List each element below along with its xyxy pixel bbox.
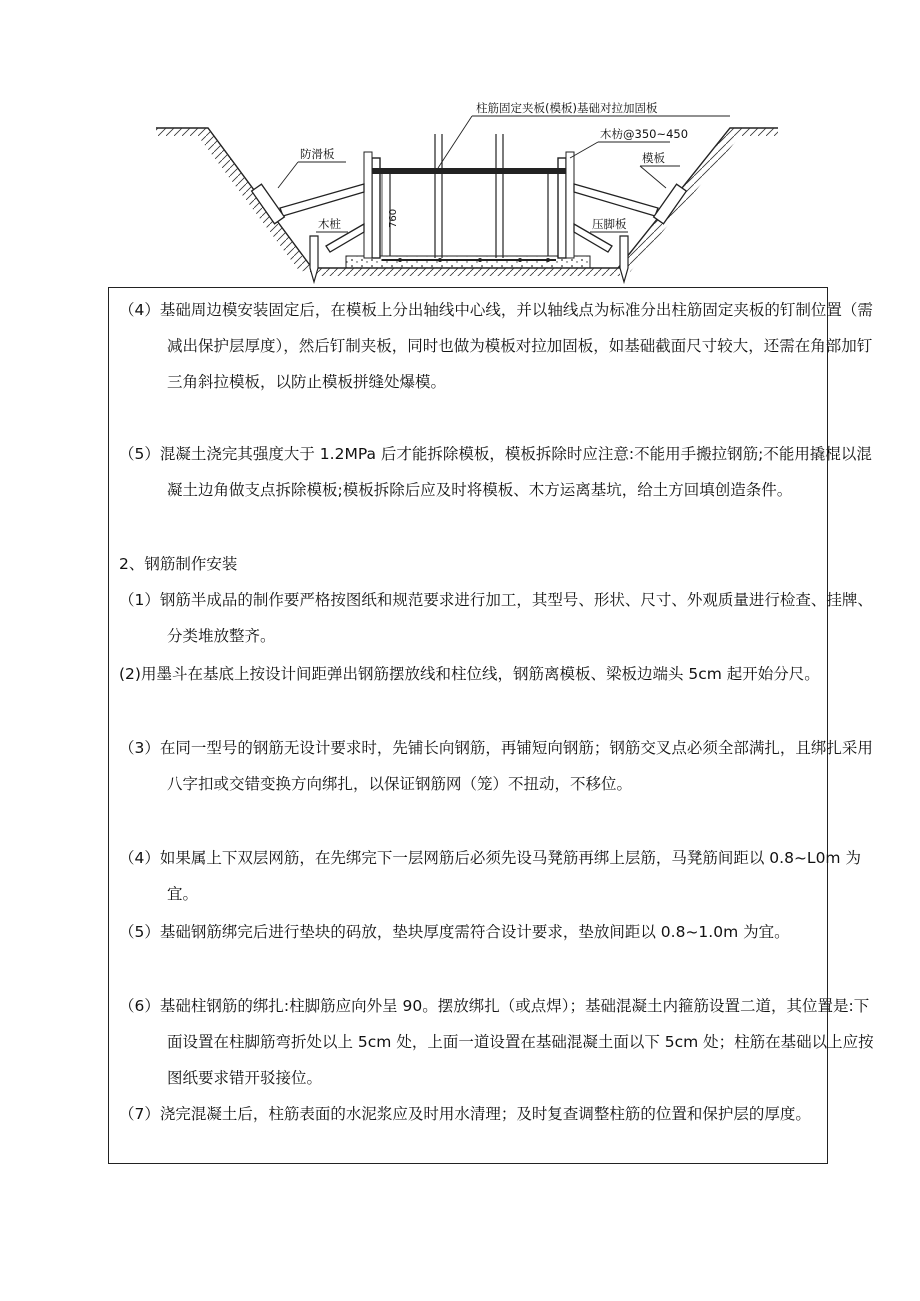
paragraph-5: （5）混凝土浇完其强度大于 1.2MPa 后才能拆除模板，模板拆除时应注意:不能用手搬拉钢筋;不能用撬棍以混凝土边角做支点拆除模板;模板拆除后应及时将模板、木方运离基坑，给土方回填创造条件。 xyxy=(119,445,872,500)
rebar-item-5: （5）基础钢筋绑完后进行垫块的码放，垫块厚度需符合设计要求，垫放间距以 0.8~1.0m 为宜。 xyxy=(119,923,790,941)
concrete-cushion xyxy=(346,256,590,268)
rebar-item-1: （1）钢筋半成品的制作要严格按图纸和规范要求进行加工，其型号、形状、尺寸、外观质量进行检查、挂牌、分类堆放整齐。 xyxy=(119,591,873,646)
rebar-item-7: （7）浇完混凝土后，柱筋表面的水泥浆应及时用水清理；及时复查调整柱筋的位置和保护层的厚度。 xyxy=(119,1105,811,1123)
rebar-item-2: (2)用墨斗在基底上按设计间距弹出钢筋摆放线和柱位线，钢筋离模板、梁板边端头 5cm 起开始分尺。 xyxy=(119,665,820,683)
column-rebars xyxy=(390,134,548,258)
ground-bottom xyxy=(310,268,620,276)
ground-left xyxy=(156,128,312,272)
label-column-clamp: 柱筋固定夹板(模板)基础对拉加固板 xyxy=(476,101,658,115)
label-foot-board: 压脚板 xyxy=(592,217,627,231)
rebar-item-6: （6）基础柱钢筋的绑扎:柱脚筋应向外呈 90。摆放绑扎（或点焊）；基础混凝土内箍筋设置二道，其位置是:下面设置在柱脚筋弯折处以上 5cm 处，上面一道设置在基础混凝土面以下 5cm 处；柱筋在基础以上应按图纸要求错开驳接位。 xyxy=(119,997,874,1088)
stake-right xyxy=(620,236,628,282)
label-anti-slip: 防滑板 xyxy=(300,147,335,161)
paragraph-4: （4）基础周边模安装固定后，在模板上分出轴线中心线，并以轴线点为标准分出柱筋固定夹板的钉制位置（需减出保护层厚度），然后钉制夹板，同时也做为模板对拉加固板，如基础截面尺寸较大，还需在角部加钉三角斜拉模板，以防止模板拼缝处爆模。 xyxy=(119,301,873,392)
section-heading-2: 2、钢筋制作安装 xyxy=(119,555,238,573)
ground-right xyxy=(618,128,778,272)
label-stake: 木桩 xyxy=(318,217,341,231)
foundation-formwork-diagram xyxy=(150,96,790,288)
height-label: 760 xyxy=(388,208,399,228)
label-wood-beam: 木枋@350~450 xyxy=(600,127,689,141)
column-clamp-board xyxy=(372,168,566,174)
rebar-item-4: （4）如果属上下双层网筋，在先绑完下一层网筋后必须先设马凳筋再绑上层筋，马凳筋间距以 0.8~L0m 为宜。 xyxy=(119,849,861,904)
rebar-item-3: （3）在同一型号的钢筋无设计要求时，先铺长向钢筋，再铺短向钢筋；钢筋交叉点必须全部满扎，且绑扎采用八字扣或交错变换方向绑扎，以保证钢筋网（笼）不扭动，不移位。 xyxy=(119,739,873,794)
label-formwork: 模板 xyxy=(642,151,665,165)
content-frame xyxy=(108,287,874,1164)
